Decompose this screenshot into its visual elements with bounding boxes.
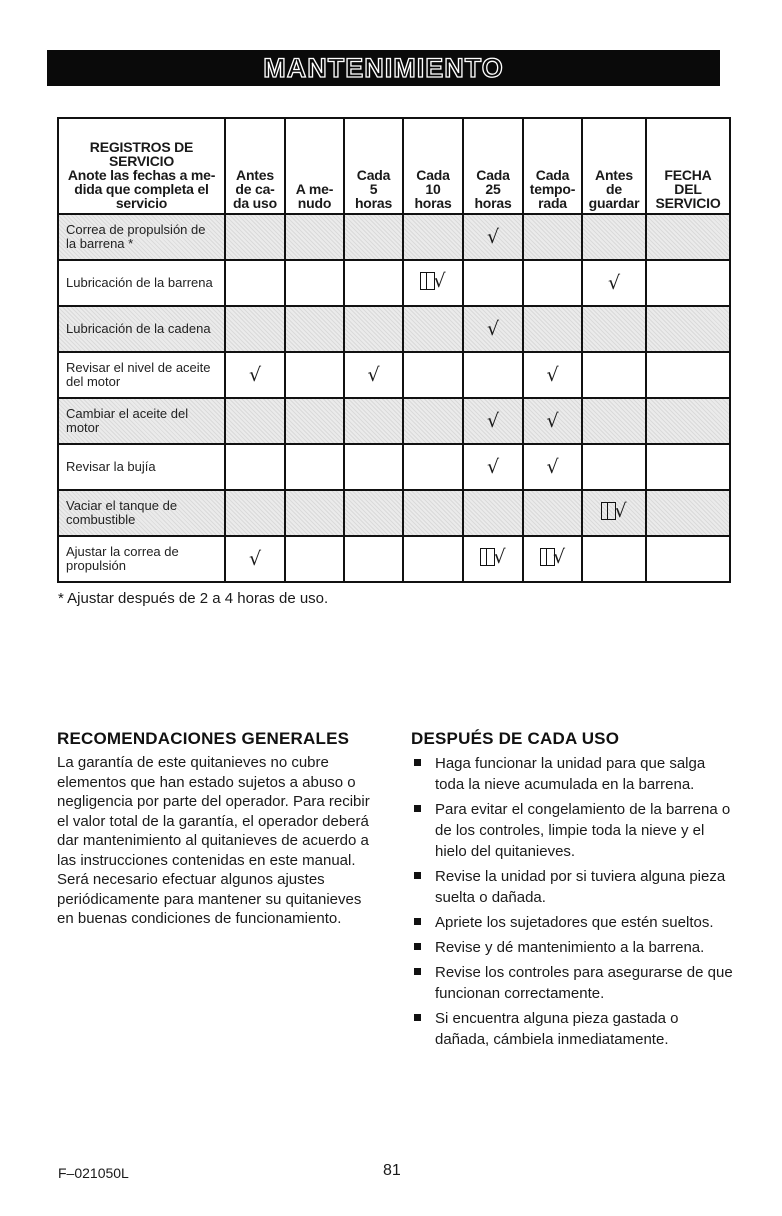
- boxed-checkmark-icon: √: [480, 547, 505, 567]
- schedule-cell: [463, 352, 523, 398]
- list-item-text: Haga funcionar la unidad para que salga toda la nieve acumulada en la barrena.: [435, 755, 706, 793]
- schedule-cell: [646, 214, 730, 260]
- schedule-cell: [523, 444, 582, 490]
- schedule-cell: [344, 536, 403, 582]
- schedule-cell: [225, 214, 285, 260]
- schedule-cell: [646, 352, 730, 398]
- bullet-square-icon: [414, 968, 421, 975]
- table-row: [58, 398, 730, 444]
- schedule-cell: [285, 352, 344, 398]
- schedule-cell: [285, 306, 344, 352]
- checkmark-icon: √: [486, 409, 500, 432]
- checkmark-icon: √: [248, 547, 262, 570]
- schedule-cell: [523, 536, 582, 582]
- list-item-text: Apriete los sujetadores que estén sueltos.: [435, 914, 714, 931]
- footnote: * Ajustar después de 2 a 4 horas de uso.: [58, 590, 329, 607]
- task-label: Revisar el nivel de aceite del motor: [58, 352, 225, 398]
- table-row: [58, 306, 730, 352]
- boxed-checkmark-icon: √: [420, 271, 445, 291]
- schedule-cell: [646, 536, 730, 582]
- schedule-cell: [582, 214, 646, 260]
- schedule-cell: [225, 490, 285, 536]
- schedule-cell: [285, 444, 344, 490]
- list-item: [411, 753, 736, 795]
- schedule-cell: [582, 398, 646, 444]
- schedule-cell: [463, 536, 523, 582]
- boxed-checkmark-icon: √: [601, 501, 626, 521]
- schedule-cell: [225, 444, 285, 490]
- list-item: [411, 1008, 736, 1050]
- schedule-cell: [646, 398, 730, 444]
- task-label: Lubricación de la barrena: [58, 260, 225, 306]
- schedule-cell: [523, 260, 582, 306]
- table-row: [58, 214, 730, 260]
- page-number: 81: [383, 1162, 401, 1179]
- schedule-cell: [344, 490, 403, 536]
- checkmark-icon: √: [546, 363, 559, 386]
- checkmark-icon: √: [486, 225, 500, 248]
- schedule-cell: [344, 352, 403, 398]
- header-column: Antes de guardar: [582, 118, 646, 214]
- schedule-cell: [523, 352, 582, 398]
- schedule-cell: [646, 306, 730, 352]
- table-row: [58, 536, 730, 582]
- list-item-text: Revise y dé mantenimiento a la barrena.: [435, 939, 705, 956]
- checkmark-icon: √: [546, 409, 559, 432]
- schedule-cell: [403, 260, 463, 306]
- schedule-cell: [403, 398, 463, 444]
- schedule-cell: [403, 536, 463, 582]
- schedule-cell: [582, 260, 646, 306]
- schedule-cell: [646, 260, 730, 306]
- list-item: [411, 866, 736, 908]
- header-column: Antes de ca- da uso: [225, 118, 285, 214]
- after-each-use-heading: DESPUÉS DE CADA USO: [411, 729, 620, 748]
- table-row: [58, 490, 730, 536]
- schedule-cell: [523, 490, 582, 536]
- header-column: Cada 25 horas: [463, 118, 523, 214]
- schedule-cell: [463, 444, 523, 490]
- schedule-cell: [582, 444, 646, 490]
- schedule-cell: [344, 214, 403, 260]
- schedule-cell: [225, 536, 285, 582]
- list-item: [411, 912, 736, 933]
- schedule-cell: [344, 260, 403, 306]
- boxed-checkmark-icon: √: [540, 547, 565, 567]
- schedule-cell: [463, 306, 523, 352]
- bullet-square-icon: [414, 943, 421, 950]
- task-label: Vaciar el tanque de combustible: [58, 490, 225, 536]
- header-column: Cada 5 horas: [344, 118, 403, 214]
- list-item: [411, 962, 736, 1004]
- header-column: A me- nudo: [285, 118, 344, 214]
- table-header-row: [58, 118, 730, 214]
- schedule-cell: [403, 214, 463, 260]
- checkmark-icon: √: [486, 317, 500, 340]
- task-label: Ajustar la correa de propulsión: [58, 536, 225, 582]
- schedule-cell: [646, 490, 730, 536]
- schedule-cell: [285, 490, 344, 536]
- checkmark-icon: √: [486, 455, 500, 478]
- header-service-records: REGISTROS DE SERVICIO Anote las fechas a me- dida que completa el servicio: [58, 118, 225, 214]
- schedule-cell: [403, 352, 463, 398]
- bullet-square-icon: [414, 759, 421, 766]
- schedule-cell: [582, 306, 646, 352]
- schedule-cell: [225, 306, 285, 352]
- schedule-cell: [285, 260, 344, 306]
- schedule-cell: [225, 260, 285, 306]
- schedule-cell: [523, 306, 582, 352]
- header-column: FECHA DEL SERVICIO: [646, 118, 730, 214]
- schedule-cell: [344, 444, 403, 490]
- schedule-cell: [285, 398, 344, 444]
- table-row: [58, 260, 730, 306]
- schedule-cell: [523, 214, 582, 260]
- title-banner: [47, 50, 720, 86]
- table-row: [58, 352, 730, 398]
- schedule-cell: [582, 352, 646, 398]
- schedule-cell: [285, 214, 344, 260]
- schedule-cell: [344, 398, 403, 444]
- header-column: Cada 10 horas: [403, 118, 463, 214]
- schedule-cell: [403, 306, 463, 352]
- header-column: Cada tempo- rada: [523, 118, 582, 214]
- list-item-text: Para evitar el congelamiento de la barrena o de los controles, limpie toda la nieve y el hielo del quitanieves.: [435, 801, 731, 860]
- bullet-square-icon: [414, 872, 421, 879]
- schedule-cell: [344, 306, 403, 352]
- task-label: Revisar la bujía: [58, 444, 225, 490]
- schedule-cell: [523, 398, 582, 444]
- schedule-cell: [225, 398, 285, 444]
- table-row: [58, 444, 730, 490]
- schedule-cell: [463, 398, 523, 444]
- checkmark-icon: √: [367, 363, 380, 386]
- checkmark-icon: √: [546, 455, 559, 478]
- schedule-cell: [403, 490, 463, 536]
- page-title: MANTENIMIENTO: [263, 52, 504, 83]
- bullet-square-icon: [414, 918, 421, 925]
- general-recommendations-text: [57, 753, 377, 929]
- schedule-cell: [646, 444, 730, 490]
- maintenance-schedule-table: [57, 117, 731, 583]
- schedule-cell: [463, 214, 523, 260]
- general-paragraph: La garantía de este quitanieves no cubre elementos que han estado sujetos a abuso o negligencia por parte del operador. Para recibir el valor total de la garantía, el operador deberá dar mantenimiento al quitanieves de acuerdo a las instrucciones contenidas en este manual.: [57, 754, 370, 869]
- task-label: Correa de propulsión de la barrena *: [58, 214, 225, 260]
- task-label: Lubricación de la cadena: [58, 306, 225, 352]
- schedule-cell: [225, 352, 285, 398]
- schedule-cell: [463, 490, 523, 536]
- schedule-cell: [285, 536, 344, 582]
- general-paragraph: Será necesario efectuar algunos ajustes periódicamente para mantener su quitanieves en buenas condiciones de funcionamiento.: [57, 871, 362, 927]
- after-each-use-list: [411, 753, 736, 1054]
- task-label: Cambiar el aceite del motor: [58, 398, 225, 444]
- document-code: F–021050L: [58, 1165, 129, 1181]
- schedule-cell: [582, 490, 646, 536]
- list-item-text: Revise los controles para asegurarse de que funcionan correctamente.: [435, 964, 733, 1002]
- list-item: [411, 937, 736, 958]
- list-item-text: Revise la unidad por si tuviera alguna pieza suelta o dañada.: [435, 868, 726, 906]
- checkmark-icon: √: [248, 363, 262, 386]
- bullet-square-icon: [414, 1014, 421, 1021]
- general-recommendations-heading: RECOMENDACIONES GENERALES: [57, 729, 350, 748]
- schedule-cell: [403, 444, 463, 490]
- schedule-cell: [582, 536, 646, 582]
- list-item: [411, 799, 736, 862]
- checkmark-icon: √: [607, 271, 621, 294]
- list-item-text: Si encuentra alguna pieza gastada o dañada, cámbiela inmediatamente.: [435, 1010, 679, 1048]
- bullet-square-icon: [414, 805, 421, 812]
- schedule-cell: [463, 260, 523, 306]
